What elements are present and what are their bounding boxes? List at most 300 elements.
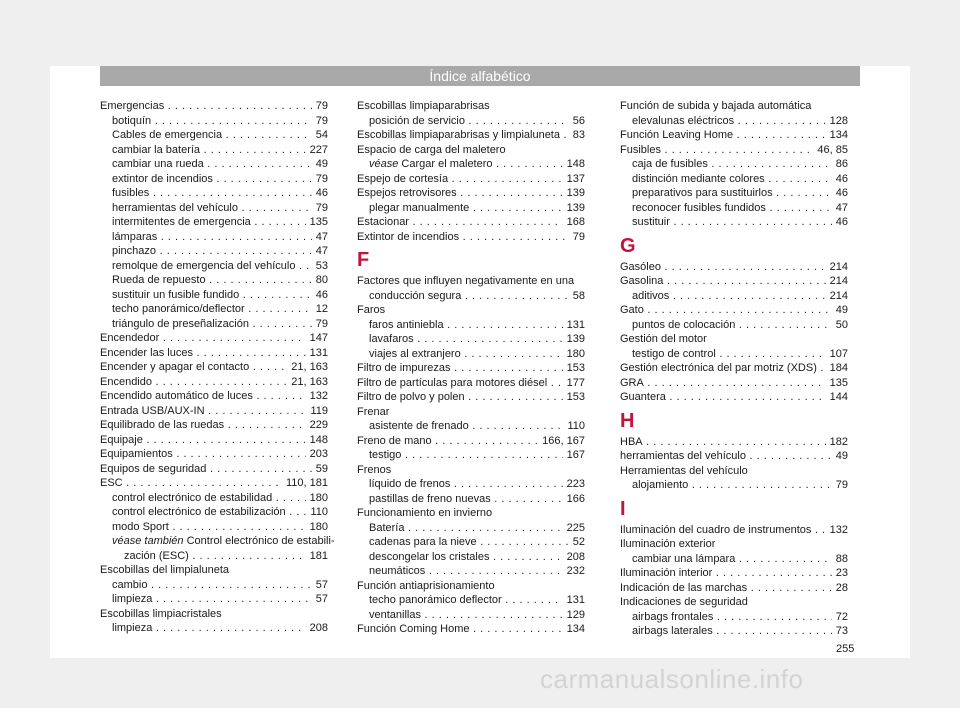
index-entry-term xyxy=(100,389,306,404)
index-entry-term xyxy=(369,114,569,129)
index-entry-page: 12 xyxy=(315,303,328,315)
index-entry-term xyxy=(369,419,563,434)
index-entry xyxy=(357,608,585,623)
index-entry-text: triángulo de preseñalización xyxy=(112,317,249,330)
index-heading xyxy=(620,595,848,610)
index-entry xyxy=(100,447,328,462)
index-entry xyxy=(100,621,328,636)
index-entry xyxy=(357,114,585,129)
index-entry-text: Equilibrado de las ruedas xyxy=(100,419,225,431)
index-entry-term xyxy=(620,274,826,289)
index-entry-page: 131 xyxy=(566,318,585,331)
index-entry xyxy=(100,520,328,535)
cross-reference-label: véase también xyxy=(112,535,184,547)
index-entry-term xyxy=(620,435,826,450)
index-entry-page: 79 xyxy=(315,172,328,185)
index-entry-term xyxy=(632,610,832,625)
index-entry xyxy=(100,157,328,172)
index-entry-term xyxy=(100,346,306,361)
index-entry xyxy=(620,449,848,464)
index-entry-text: testigo de control xyxy=(632,347,716,360)
index-entry-text: elevalunas eléctricos xyxy=(632,114,735,127)
index-heading-text: Escobillas limpiacristales xyxy=(100,607,222,620)
index-entry-page: 72 xyxy=(835,610,848,623)
index-entry-page: 21, 163 xyxy=(291,375,328,388)
index-entry-text: Gasóleo xyxy=(620,260,661,273)
index-entry-text: Equipamientos xyxy=(100,448,173,460)
index-entry-term xyxy=(620,260,826,275)
index-entry-page: 28 xyxy=(835,581,848,594)
index-entry xyxy=(357,419,585,434)
index-entry-term xyxy=(112,259,312,274)
index-entry-text: limpieza xyxy=(112,593,153,605)
index-entry-text: preparativos para sustituirlos xyxy=(632,187,773,199)
index-entry-text: remolque de emergencia del vehículo xyxy=(112,259,296,272)
index-entry-page: 110 xyxy=(567,420,585,432)
index-entry-page: 139 xyxy=(566,333,585,345)
index-heading xyxy=(620,537,848,552)
index-entry-term xyxy=(632,318,832,333)
index-entry-text: Iluminación interior xyxy=(620,567,713,579)
index-entry-term xyxy=(357,361,563,376)
index-entry-term xyxy=(369,593,563,608)
index-entry-text: Iluminación del cuadro de instrumentos xyxy=(620,523,812,536)
index-entry xyxy=(357,230,585,245)
index-entry-page: 73 xyxy=(835,625,848,637)
index-entry-page: 203 xyxy=(309,448,328,460)
index-entry-text: intermitentes de emergencia xyxy=(112,216,251,228)
index-heading xyxy=(357,99,585,114)
index-entry xyxy=(357,535,585,550)
index-entry-text: Gato xyxy=(620,304,644,316)
index-entry-term xyxy=(632,624,832,639)
index-entry-text: Espejos retrovisores xyxy=(357,187,457,199)
index-entry-text: Freno de mano xyxy=(357,434,432,447)
index-entry-page: 110 xyxy=(310,506,328,518)
index-entry xyxy=(620,128,848,143)
index-entry-term xyxy=(620,361,826,376)
index-entry-text: cambio xyxy=(112,578,148,591)
index-entry-text: Indicación de las marchas xyxy=(620,581,748,594)
index-entry-page: 214 xyxy=(829,289,848,302)
index-entry xyxy=(100,230,328,245)
index-heading xyxy=(100,607,328,622)
index-entry xyxy=(100,389,328,404)
index-entry xyxy=(620,523,848,538)
index-entry xyxy=(357,318,585,333)
index-entry-text: Función Leaving Home xyxy=(620,129,734,141)
index-entry-term xyxy=(357,186,563,201)
index-entry xyxy=(357,550,585,565)
index-entry-page: 46 xyxy=(835,172,848,185)
index-entry xyxy=(620,260,848,275)
index-entry-term xyxy=(369,289,569,304)
index-entry xyxy=(620,201,848,216)
index-entry xyxy=(620,289,848,304)
index-entry-term xyxy=(112,505,306,520)
index-entry-page: 131 xyxy=(309,346,328,359)
index-entry-text: Cargar el maletero xyxy=(401,158,493,170)
index-entry-term xyxy=(369,157,563,172)
index-entry-page: 54 xyxy=(315,129,328,141)
index-entry xyxy=(620,435,848,450)
index-entry-page: 49 xyxy=(835,450,848,462)
index-entry-term xyxy=(112,201,312,216)
index-entry-term xyxy=(112,592,312,607)
index-entry-text: Equipos de seguridad xyxy=(100,462,207,475)
index-entry-page: 181 xyxy=(309,549,328,562)
index-entry-text: faros antiniebla xyxy=(369,318,444,331)
index-entry-page: 135 xyxy=(309,216,328,228)
index-entry-text: lavafaros xyxy=(369,333,414,345)
index-entry xyxy=(100,201,328,216)
index-entry-term xyxy=(369,564,563,579)
index-entry-page: 180 xyxy=(309,520,328,533)
index-entry-term xyxy=(632,215,832,230)
index-entry-term xyxy=(369,201,563,216)
index-entry-page: 144 xyxy=(829,391,848,403)
index-entry-term xyxy=(112,186,312,201)
index-entry-page: 80 xyxy=(315,274,328,286)
index-entry-text: distinción mediante colores xyxy=(632,172,765,185)
index-entry-text: techo panorámico deflector xyxy=(369,594,502,606)
index-entry-page: 83 xyxy=(572,129,585,141)
index-entry-text: extintor de incendios xyxy=(112,172,213,185)
index-entry-page: 153 xyxy=(566,362,585,374)
index-entry-text: Entrada USB/AUX-IN xyxy=(100,404,205,417)
index-entry xyxy=(100,143,328,158)
index-entry-page: 225 xyxy=(566,521,585,534)
index-entry-term xyxy=(632,186,832,201)
index-entry xyxy=(357,361,585,376)
index-entry xyxy=(100,114,328,129)
index-entry xyxy=(620,172,848,187)
index-entry-text: Equipaje xyxy=(100,433,143,446)
index-entry-page: 52 xyxy=(572,536,585,548)
index-entry xyxy=(357,477,585,492)
index-entry-term xyxy=(112,172,312,187)
index-entry-page: 214 xyxy=(829,275,848,287)
index-entry-text: Gasolina xyxy=(620,275,664,287)
index-entry-text: Gestión electrónica del par motriz (XDS) xyxy=(620,362,817,374)
index-entry-page: 46 xyxy=(315,288,328,301)
index-entry-page: 148 xyxy=(566,158,585,170)
index-entry xyxy=(357,201,585,216)
index-entry-term xyxy=(100,433,306,448)
index-entry-page: 208 xyxy=(566,550,585,563)
index-entry-page: 79 xyxy=(315,317,328,330)
index-entry-text: ESC xyxy=(100,477,123,489)
index-entry xyxy=(620,390,848,405)
index-column-3 xyxy=(620,99,848,639)
index-entry xyxy=(100,418,328,433)
index-entry xyxy=(100,491,328,506)
cross-reference-label: véase xyxy=(369,158,399,170)
index-entry-text: Encender las luces xyxy=(100,346,193,359)
index-entry-page: 23 xyxy=(835,567,848,579)
index-heading-text: Espacio de carga del maletero xyxy=(357,143,506,156)
index-entry-term xyxy=(100,375,287,390)
index-entry-text: caja de fusibles xyxy=(632,158,708,170)
index-entry xyxy=(357,157,585,172)
index-entry-term xyxy=(112,114,312,129)
index-entry xyxy=(620,274,848,289)
index-entry xyxy=(100,549,328,564)
index-entry xyxy=(357,332,585,347)
index-entry-page: 232 xyxy=(566,565,585,577)
index-entry-text: Guantera xyxy=(620,391,666,403)
index-entry-term xyxy=(620,143,813,158)
index-entry-page: 46, 85 xyxy=(817,143,848,156)
index-entry-text: HBA xyxy=(620,435,643,448)
index-entry xyxy=(620,143,848,158)
index-heading-text: Control electrónico de estabili- xyxy=(186,535,335,547)
index-entry-text: neumáticos xyxy=(369,565,426,577)
index-entry-term xyxy=(112,621,306,636)
index-entry-term xyxy=(632,552,832,567)
index-entry-term xyxy=(369,535,569,550)
index-entry xyxy=(100,346,328,361)
index-entry xyxy=(100,462,328,477)
index-heading xyxy=(357,143,585,158)
index-heading-text: Función de subida y bajada automática xyxy=(620,100,812,112)
index-entry-term xyxy=(357,376,563,391)
index-heading-text: Factores que influyen negativamente en una xyxy=(357,275,575,287)
index-entry-page: 46 xyxy=(315,187,328,199)
index-entry-page: 166 xyxy=(566,492,585,505)
index-entry-text: cambiar la batería xyxy=(112,143,201,156)
index-entry xyxy=(357,128,585,143)
index-entry-text: Encendedor xyxy=(100,332,160,344)
index-entry-page: 129 xyxy=(566,608,585,621)
index-entry xyxy=(620,552,848,567)
index-entry-text: pinchazo xyxy=(112,245,157,257)
index-entry-term xyxy=(632,201,832,216)
index-section-letter: F xyxy=(357,249,370,271)
index-entry-page: 88 xyxy=(835,552,848,565)
index-entry-term xyxy=(112,157,312,172)
index-entry-page: 223 xyxy=(566,478,585,490)
index-entry-text: herramientas del vehículo xyxy=(620,450,746,462)
index-entry-text: Filtro de polvo y polen xyxy=(357,391,465,403)
index-entry-text: Extintor de incendios xyxy=(357,230,460,243)
index-entry-term xyxy=(357,172,563,187)
index-entry xyxy=(620,157,848,172)
index-entry-term xyxy=(112,520,306,535)
index-entry-term xyxy=(357,434,538,449)
index-entry xyxy=(100,99,328,114)
index-entry-text: alojamiento xyxy=(632,479,689,491)
index-entry xyxy=(357,376,585,391)
index-heading-text: Frenos xyxy=(357,463,392,476)
index-heading-text: Iluminación exterior xyxy=(620,538,716,550)
index-entry-page: 153 xyxy=(566,391,585,403)
index-entry xyxy=(357,593,585,608)
index-entry xyxy=(100,259,328,274)
index-entry-text: Escobillas limpiaparabrisas y limpialuneta xyxy=(357,129,560,141)
index-entry-term xyxy=(112,273,312,288)
index-entry-page: 46 xyxy=(835,216,848,228)
index-section-letter: G xyxy=(620,234,636,257)
index-entry-term xyxy=(357,128,569,143)
index-entry-text: cambiar una lámpara xyxy=(632,552,736,565)
index-entry xyxy=(620,624,848,639)
index-entry-term xyxy=(100,447,306,462)
index-entry-term xyxy=(112,244,312,259)
index-entry xyxy=(100,186,328,201)
index-entry-text: testigo xyxy=(369,449,402,461)
index-entry xyxy=(100,331,328,346)
index-heading-text: Frenar xyxy=(357,405,390,418)
index-entry xyxy=(357,186,585,201)
index-entry-term xyxy=(100,360,287,375)
index-entry-term xyxy=(369,347,563,362)
index-entry xyxy=(100,476,328,491)
index-entry-page: 180 xyxy=(309,491,328,504)
index-column-2 xyxy=(357,99,585,637)
index-entry-term xyxy=(632,289,826,304)
index-entry xyxy=(620,361,848,376)
index-entry xyxy=(620,186,848,201)
index-entry-term xyxy=(620,376,826,391)
index-entry-page: 79 xyxy=(315,100,328,112)
index-entry-text: Emergencias xyxy=(100,100,165,112)
index-entry-text: Rueda de repuesto xyxy=(112,274,206,286)
index-entry-term xyxy=(124,549,306,564)
index-entry-page: 59 xyxy=(315,462,328,475)
index-entry-text: zación (ESC) xyxy=(124,549,189,562)
index-entry-page: 208 xyxy=(309,622,328,634)
index-entry-page: 139 xyxy=(566,201,585,214)
index-entry-page: 227 xyxy=(309,143,328,156)
index-entry xyxy=(357,448,585,463)
index-entry-term xyxy=(632,172,832,187)
index-entry-term xyxy=(112,302,312,317)
index-entry-text: Filtro de impurezas xyxy=(357,362,451,374)
page-number: 255 xyxy=(836,643,855,655)
index-heading-text: Escobillas limpiaparabrisas xyxy=(357,100,490,112)
index-entry-page: 139 xyxy=(566,187,585,199)
index-entry-page: 119 xyxy=(310,404,328,417)
index-entry-text: ventanillas xyxy=(369,608,421,621)
index-entry xyxy=(357,347,585,362)
index-entry xyxy=(620,318,848,333)
index-entry-page: 86 xyxy=(835,158,848,170)
index-heading xyxy=(357,274,585,289)
index-entry xyxy=(100,433,328,448)
index-entry-term xyxy=(620,390,826,405)
index-entry-text: botiquín xyxy=(112,114,152,127)
index-entry-text: control electrónico de estabilización xyxy=(112,506,286,518)
index-entry-page: 107 xyxy=(829,347,848,360)
index-entry-term xyxy=(620,566,832,581)
index-entry-term xyxy=(620,581,832,596)
index-entry-text: plegar manualmente xyxy=(369,201,470,214)
index-entry-page: 134 xyxy=(566,623,585,635)
index-entry-text: limpieza xyxy=(112,622,153,634)
index-entry-term xyxy=(632,114,826,129)
index-entry-text: posición de servicio xyxy=(369,114,465,127)
index-entry-text: GRA xyxy=(620,376,644,389)
index-entry-term xyxy=(357,215,563,230)
index-entry xyxy=(620,610,848,625)
index-heading xyxy=(357,506,585,521)
index-entry-text: Encendido automático de luces xyxy=(100,390,253,402)
index-entry-page: 177 xyxy=(566,376,585,389)
index-entry-text: Espejo de cortesía xyxy=(357,172,449,185)
index-entry xyxy=(100,360,328,375)
index-entry-page: 58 xyxy=(572,289,585,302)
index-heading xyxy=(357,303,585,318)
watermark: carmanualsonline.info xyxy=(540,664,804,694)
index-section-letter: I xyxy=(620,497,626,520)
index-entry-term xyxy=(112,491,306,506)
index-entry-text: reconocer fusibles fundidos xyxy=(632,201,766,214)
index-entry-page: 57 xyxy=(315,593,328,605)
index-entry-text: Encendido xyxy=(100,375,152,388)
index-entry-page: 131 xyxy=(566,594,585,606)
index-entry xyxy=(620,114,848,129)
index-heading-text: Funcionamiento en invierno xyxy=(357,507,493,519)
index-entry-term xyxy=(100,404,306,419)
index-entry xyxy=(620,347,848,362)
index-entry-text: cadenas para la nieve xyxy=(369,536,477,548)
index-entry-page: 110, 181 xyxy=(285,477,328,489)
index-entry-page: 21, 163 xyxy=(291,361,328,373)
index-entry-text: conducción segura xyxy=(369,289,462,302)
index-entry-term xyxy=(357,390,563,405)
index-entry xyxy=(100,215,328,230)
index-heading-text: Faros xyxy=(357,304,386,316)
index-entry-page: 47 xyxy=(315,245,328,257)
index-entry-text: pastillas de freno nuevas xyxy=(369,492,491,505)
index-entry-page: 46 xyxy=(835,187,848,199)
index-entry-term xyxy=(369,477,563,492)
index-entry-page: 128 xyxy=(829,114,848,127)
index-entry xyxy=(357,172,585,187)
index-entry xyxy=(357,215,585,230)
index-entry xyxy=(620,581,848,596)
index-entry-term xyxy=(357,230,569,245)
index-entry-text: airbags laterales xyxy=(632,625,713,637)
index-entry-page: 79 xyxy=(315,114,328,127)
index-heading xyxy=(357,463,585,478)
index-entry xyxy=(100,578,328,593)
index-entry-text: Estacionar xyxy=(357,216,409,228)
index-entry-term xyxy=(369,332,563,347)
index-entry-term xyxy=(632,347,826,362)
index-entry-text: sustituir un fusible fundido xyxy=(112,288,240,301)
index-entry xyxy=(620,478,848,493)
index-entry xyxy=(100,592,328,607)
index-entry-term xyxy=(112,288,312,303)
index-entry-page: 132 xyxy=(309,390,328,402)
index-heading xyxy=(100,563,328,578)
index-entry-page: 79 xyxy=(835,479,848,491)
index-entry-page: 132 xyxy=(829,523,848,536)
index-entry-term xyxy=(620,303,832,318)
index-entry-page: 184 xyxy=(829,362,848,374)
index-entry-page: 135 xyxy=(829,376,848,389)
index-entry-page: 79 xyxy=(315,201,328,214)
index-entry-page: 49 xyxy=(835,304,848,316)
index-entry-text: Cables de emergencia xyxy=(112,129,223,141)
index-entry-page: 53 xyxy=(315,259,328,272)
index-entry-page: 47 xyxy=(835,201,848,214)
index-entry-term xyxy=(357,622,563,637)
index-heading xyxy=(357,405,585,420)
index-entry xyxy=(100,302,328,317)
